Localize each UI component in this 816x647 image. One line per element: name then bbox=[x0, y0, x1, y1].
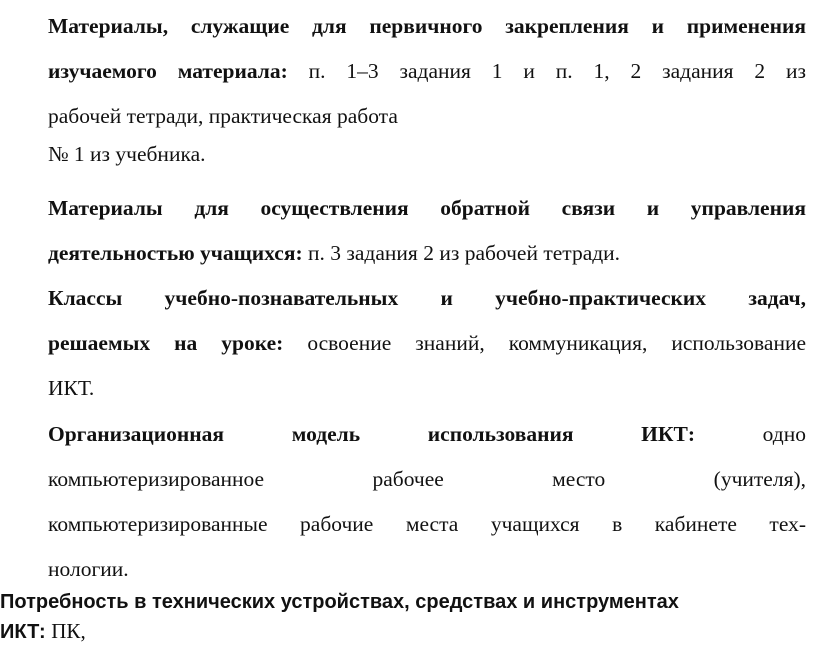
feedback-materials-line-2 bbox=[48, 231, 806, 276]
materials-consolidation-line-2 bbox=[48, 49, 806, 94]
ict-model-line-4: нологии. bbox=[48, 557, 129, 581]
materials-consolidation-heading-cont: изучаемого материала: bbox=[48, 59, 288, 83]
materials-consolidation-line-3: рабочей тетради, практическая работа bbox=[48, 104, 398, 128]
paragraph-ict-model bbox=[48, 412, 806, 592]
paragraph-ict-needs bbox=[0, 588, 816, 647]
ict-model-heading: Организационная модель использования ИКТ: bbox=[48, 422, 695, 446]
ict-needs-heading-cont: ИКТ: bbox=[0, 621, 46, 643]
task-classes-line-3: ИКТ. bbox=[48, 376, 95, 400]
materials-consolidation-text: п. 1–3 задания 1 и п. 1, 2 задания 2 из bbox=[308, 59, 806, 83]
task-classes-heading-cont: решаемых на уроке: bbox=[48, 331, 284, 355]
paragraph-task-classes bbox=[48, 276, 806, 411]
task-classes-text: освоение знаний, коммуникация, использование bbox=[307, 331, 806, 355]
ict-needs-line-2 bbox=[0, 617, 816, 647]
ict-needs-text: ПК, bbox=[51, 619, 86, 643]
ict-needs-line-1 bbox=[0, 588, 816, 617]
task-classes-line-2 bbox=[48, 321, 806, 366]
ict-needs-heading: Потребность в технических устройствах, средствах и инструментах bbox=[0, 591, 679, 613]
ict-model-line-3: компьютеризированные рабочие места учащихся в кабинете тех- bbox=[48, 512, 806, 536]
ict-model-line-1 bbox=[48, 412, 806, 457]
ict-model-text-1: одно bbox=[762, 422, 806, 446]
feedback-materials-heading: Материалы для осуществления обратной связи и управления bbox=[48, 196, 806, 220]
feedback-materials-text: п. 3 задания 2 из рабочей тетради. bbox=[308, 241, 621, 265]
materials-consolidation-line-4: № 1 из учебника. bbox=[48, 142, 206, 166]
paragraph-feedback-materials bbox=[48, 186, 806, 276]
materials-consolidation-heading: Материалы, служащие для первичного закрепления и применения bbox=[48, 14, 806, 38]
paragraph-materials-consolidation bbox=[48, 4, 806, 139]
feedback-materials-line-1 bbox=[48, 186, 806, 231]
feedback-materials-heading-cont: деятельностью учащихся: bbox=[48, 241, 303, 265]
materials-consolidation-line-1 bbox=[48, 4, 806, 49]
task-classes-heading: Классы учебно-познавательных и учебно-практических задач, bbox=[48, 286, 806, 310]
ict-model-line-2: компьютеризированное рабочее место (учителя), bbox=[48, 467, 806, 491]
task-classes-line-1 bbox=[48, 276, 806, 321]
paragraph-workbook-reference bbox=[48, 139, 806, 169]
